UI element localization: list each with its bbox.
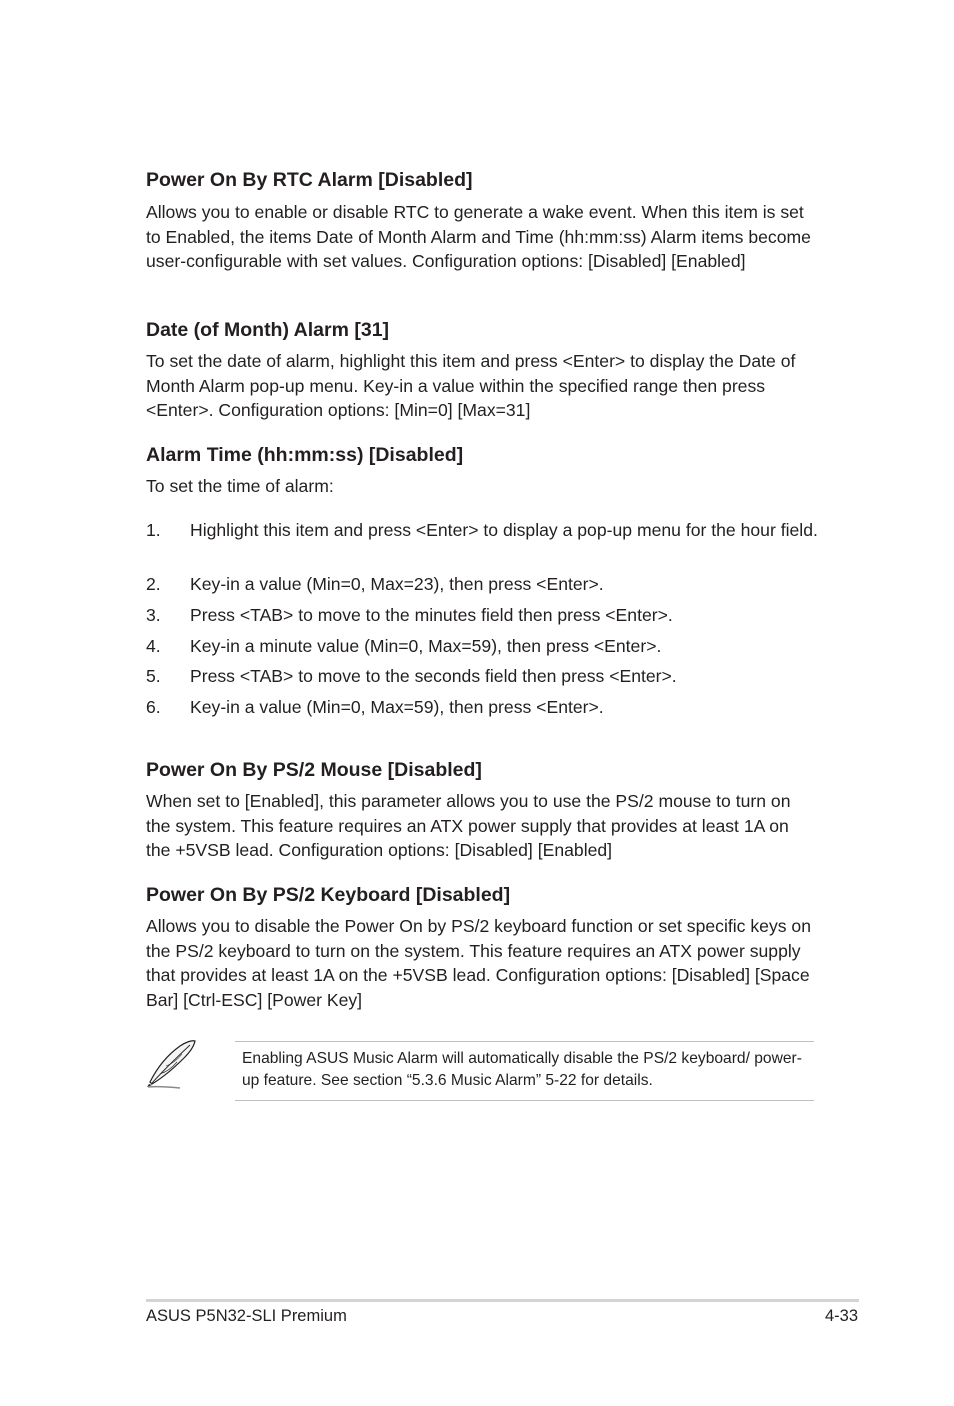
step-number: 4. <box>146 636 161 656</box>
note-top-divider <box>235 1041 814 1042</box>
step-text: Press <TAB> to move to the minutes field then press <Enter>. <box>190 605 673 625</box>
footer-page-number: 4-33 <box>824 1307 858 1325</box>
step-number: 1. <box>146 520 161 540</box>
step-text: Key-in a value (Min=0, Max=59), then press <Enter>. <box>190 697 604 717</box>
step-number: 6. <box>146 697 161 717</box>
body-date-alarm: To set the date of alarm, highlight this item and press <Enter> to display the Date of Month Alarm pop-up menu. Key-in a value within the specified range then press <Enter>. Configuration options: [Min=0] [Max=31] <box>146 351 796 420</box>
step-text: Highlight this item and press <Enter> to display a pop-up menu for the hour field. <box>190 520 818 540</box>
step-text: Press <TAB> to move to the seconds field then press <Enter>. <box>190 666 677 686</box>
heading-ps2-keyboard: Power On By PS/2 Keyboard [Disabled] <box>146 884 511 906</box>
heading-date-alarm: Date (of Month) Alarm [31] <box>146 319 390 341</box>
step-text: Key-in a value (Min=0, Max=23), then press <Enter>. <box>190 574 604 594</box>
heading-ps2-mouse: Power On By PS/2 Mouse [Disabled] <box>146 759 482 781</box>
step-number: 2. <box>146 574 161 594</box>
step-number: 5. <box>146 666 161 686</box>
body-ps2-mouse: When set to [Enabled], this parameter allows you to use the PS/2 mouse to turn on the system. This feature requires an ATX power supply that provides at least 1A on the +5VSB lead. Configuration options: [Disabled] [Enabled] <box>146 791 791 860</box>
step-text: Key-in a minute value (Min=0, Max=59), then press <Enter>. <box>190 636 662 656</box>
body-rtc-alarm: Allows you to enable or disable RTC to generate a wake event. When this item is set to Enabled, the items Date of Month Alarm and Time (hh:mm:ss) Alarm items become user-configurable with set values. Configuration options: [Disabled] [Enabled] <box>146 202 811 271</box>
pen-icon <box>144 1038 198 1090</box>
step-number: 3. <box>146 605 161 625</box>
footer-divider <box>146 1299 859 1302</box>
footer-product: ASUS P5N32-SLI Premium <box>146 1307 347 1325</box>
heading-rtc-alarm: Power On By RTC Alarm [Disabled] <box>146 169 473 191</box>
note-bottom-divider <box>235 1100 814 1101</box>
heading-alarm-time: Alarm Time (hh:mm:ss) [Disabled] <box>146 444 464 466</box>
body-alarm-time: To set the time of alarm: <box>146 476 334 496</box>
body-ps2-keyboard: Allows you to disable the Power On by PS/2 keyboard function or set specific keys on the PS/2 keyboard to turn on the system. This feature requires an ATX power supply that provides at least 1A on the +5VSB lead. Configuration options: [Disabled] [Space Bar] [Ctrl-ESC] [Power Key] <box>146 916 811 1010</box>
note-text: Enabling ASUS Music Alarm will automatically disable the PS/2 keyboard/ power-up feature. See section “5.3.6 Music Alarm” 5-22 for details. <box>242 1050 802 1089</box>
